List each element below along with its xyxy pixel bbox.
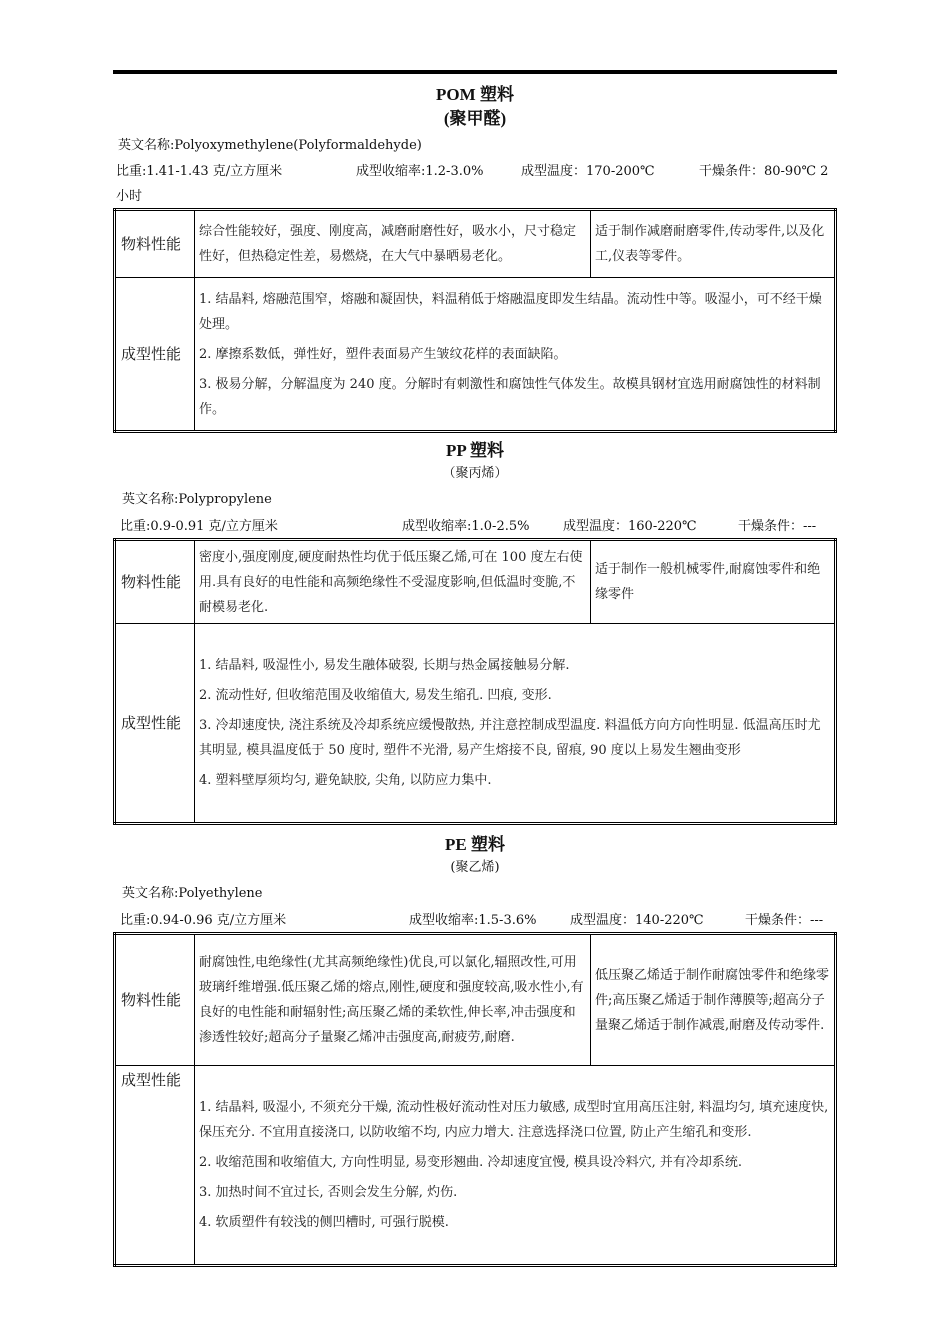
pom-temperature: 成型温度：170-200℃ [521, 164, 655, 179]
pe-molding-item: 1. 结晶料, 吸湿小, 不须充分干燥, 流动性极好流动性对压力敏感, 成型时宜用高压注射, 料温均匀, 填充速度快, 保压充分. 不宜用直接浇口, 以防收缩不均, 内应力增大. 注意选择浇口位置, 防止产生缩孔和变形. [199, 1100, 829, 1140]
pom-molding-item: 2. 摩擦系数低，弹性好，塑件表面易产生皱纹花样的表面缺陷。 [199, 346, 567, 362]
pp-shrinkage: 成型收缩率:1.0-2.5% [402, 519, 530, 534]
pp-material-text: 密度小,强度刚度,硬度耐热性均优于低压聚乙烯,可在 100 度左右使用.具有良好的电性能和高频绝缘性不受湿度影响,但低温时变脆,不耐模易老化. [195, 540, 591, 624]
pom-english-name: 英文名称:Polyoxymethylene(Polyformaldehyde) [118, 138, 422, 153]
pom-drying-cont: 小时 [116, 189, 143, 204]
pom-molding-label: 成型性能 [115, 278, 195, 432]
pom-molding-cell [195, 278, 836, 432]
pp-spec-row [113, 515, 837, 535]
pe-properties-table [113, 932, 837, 1267]
pom-spec-row [113, 160, 837, 180]
pom-molding-item: 3. 极易分解，分解温度为 240 度。分解时有刺激性和腐蚀性气体发生。故模具钢材宜选用耐腐蚀性的材料制作。 [199, 376, 821, 417]
pom-application-text: 适于制作减磨耐磨零件,传动零件,以及化工,仪表等零件。 [591, 210, 836, 278]
pp-subtitle: （聚丙烯） [442, 466, 508, 481]
pe-molding-item: 3. 加热时间不宜过长, 否则会发生分解, 灼伤. [199, 1185, 458, 1200]
pom-title: POM 塑料 [436, 85, 514, 104]
pe-molding-label: 成型性能 [115, 1066, 195, 1266]
pp-material-label: 物料性能 [115, 540, 195, 624]
pe-material-text: 耐腐蚀性,电绝缘性(尤其高频绝缘性)优良,可以氯化,辐照改性,可用玻璃纤维增强.低压聚乙烯的熔点,刚性,硬度和强度较高,吸水性小,有良好的电性能和耐辐射性;高压聚乙烯的柔软性,伸长率,冲击强度和渗透性较好;超高分子量聚乙烯冲击强度高,耐疲劳,耐磨. [195, 934, 591, 1066]
pp-molding-item: 1. 结晶料, 吸湿性小, 易发生融体破裂, 长期与热金属接触易分解. [199, 658, 570, 673]
pom-shrinkage: 成型收缩率:1.2-3.0% [356, 164, 484, 179]
pom-density: 比重:1.41-1.43 克/立方厘米 [116, 164, 283, 179]
pp-molding-item: 4. 塑料壁厚须均匀, 避免缺胶, 尖角, 以防应力集中. [199, 773, 492, 788]
pom-properties-table [113, 208, 837, 433]
pp-molding-label: 成型性能 [115, 624, 195, 824]
pom-material-text: 综合性能较好，强度、刚度高，减磨耐磨性好，吸水小，尺寸稳定性好，但热稳定性差，易燃烧，在大气中暴晒易老化。 [195, 210, 591, 278]
pe-application-text: 低压聚乙烯适于制作耐腐蚀零件和绝缘零件;高压聚乙烯适于制作薄膜等;超高分子量聚乙烯适于制作减震,耐磨及传动零件. [591, 934, 836, 1066]
pom-molding-item: 1. 结晶料, 熔融范围窄，熔融和凝固快，料温稍低于熔融温度即发生结晶。流动性中等。吸湿小，可不经干燥处理。 [199, 291, 822, 332]
pp-molding-item: 2. 流动性好, 但收缩范围及收缩值大, 易发生缩孔. 凹痕, 变形. [199, 688, 552, 703]
pe-spec-row [113, 909, 837, 929]
pe-drying: 干燥条件：--- [745, 913, 824, 928]
pe-molding-item: 2. 收缩范围和收缩值大, 方向性明显, 易变形翘曲. 冷却速度宜慢, 模具设冷料穴, 并有冷却系统. [199, 1155, 742, 1170]
pp-temperature: 成型温度：160-220℃ [563, 519, 697, 534]
pp-application-text: 适于制作一般机械零件,耐腐蚀零件和绝缘零件 [591, 540, 836, 624]
pp-drying: 干燥条件：--- [738, 519, 817, 534]
pe-molding-item: 4. 软质塑件有较浅的侧凹槽时, 可强行脱模. [199, 1215, 449, 1230]
pp-properties-table [113, 538, 837, 825]
pp-molding-item: 3. 冷却速度快, 浇注系统及冷却系统应缓慢散热, 并注意控制成型温度. 料温低方向方向性明显. 低温高压时尤其明显, 模具温度低于 50 度时, 塑件不光滑, 易产生熔接不良, 留痕, 90 度以上易发生翘曲变形 [199, 718, 821, 758]
top-rule [113, 70, 837, 74]
pe-english-name: 英文名称:Polyethylene [122, 886, 263, 901]
pp-molding-cell [195, 624, 836, 824]
pom-subtitle: (聚甲醛) [443, 109, 507, 128]
pp-density: 比重:0.9-0.91 克/立方厘米 [120, 519, 278, 534]
pe-material-label: 物料性能 [115, 934, 195, 1066]
pp-english-name: 英文名称:Polypropylene [122, 492, 272, 507]
pom-material-label: 物料性能 [115, 210, 195, 278]
pe-temperature: 成型温度：140-220℃ [570, 913, 704, 928]
pp-title: PP 塑料 [445, 441, 505, 460]
pe-molding-cell [195, 1066, 836, 1266]
pe-subtitle: (聚乙烯) [450, 860, 500, 875]
pe-title: PE 塑料 [445, 835, 505, 854]
pe-density: 比重:0.94-0.96 克/立方厘米 [120, 913, 287, 928]
pe-shrinkage: 成型收缩率:1.5-3.6% [409, 913, 537, 928]
pom-drying: 干燥条件：80-90℃ 2 [699, 164, 829, 179]
